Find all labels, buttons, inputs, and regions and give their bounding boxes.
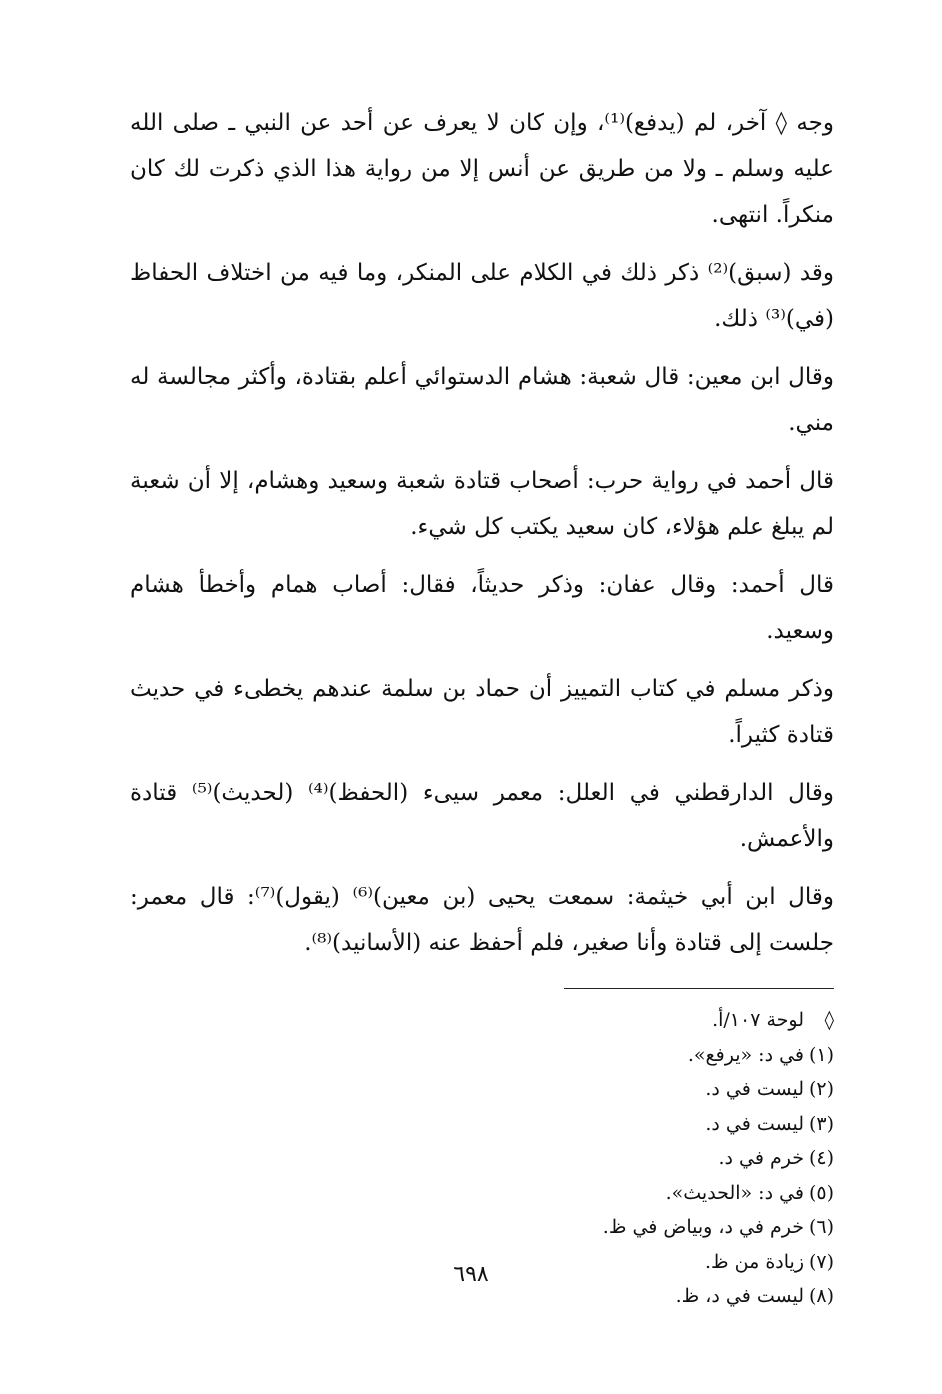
footnote-marker: (٥) [808,1181,834,1204]
footnote-text: خرم في د. [718,1147,804,1169]
footnote-marker: (٦) [808,1216,834,1238]
footnote-marker: (٢) [808,1078,834,1100]
footnote-text: ليست في د. [705,1112,804,1135]
footnote-marker: (٧) [808,1250,834,1273]
footnote-marker: (٤) [808,1147,834,1169]
footnote-text: لوحة ١٠٧/أ. [712,1009,804,1031]
paragraph-6: وذكر مسلم في كتاب التمييز أن حماد بن سلمة عندهم يخطىء في حديث قتادة كثيراً. [130,676,834,748]
footnote-text: ليست في د، ظ. [675,1285,804,1307]
paragraph-5: قال أحمد: وقال عفان: وذكر حديثاً، فقال: أصاب همام وأخطأ هشام وسعيد. [130,572,834,644]
footnote-marker: (٣) [808,1112,834,1135]
footnote-divider [564,988,834,989]
footnote-item [130,1107,834,1142]
footnote-marker: (٨) [808,1285,834,1307]
paragraph-3: وقال ابن معين: قال شعبة: هشام الدستوائي أعلم بقتادة، وأكثر مجالسة له مني. [130,364,834,436]
footnote-text: في د: «الحديث». [665,1181,804,1204]
footnote-marker: ◊ [824,1009,834,1031]
paragraph-8: وقال ابن أبي خيثمة: سمعت يحيى (بن معين)⁽⁶⁾ (يقول)⁽⁷⁾: قال معمر: جلست إلى قتادة وأنا صغير، فلم أحفظ عنه (الأسانيد)⁽⁸⁾. [130,884,835,956]
footnote-text: خرم في د، وبياض في ظ. [602,1216,804,1238]
footnote-text: ليست في د. [705,1078,804,1100]
footnote-text: زيادة من ظ. [705,1250,804,1273]
footnote-item [130,1176,834,1211]
footnote-marker: (١) [808,1043,834,1066]
footnote-item [130,1210,834,1245]
paragraph-7: وقال الدارقطني في العلل: معمر سيىء (الحفظ)⁽⁴⁾ (لحديث)⁽⁵⁾ قتادة والأعمش. [130,780,834,852]
main-text [130,100,834,966]
footnote-item [130,1038,834,1073]
page-number: ٦٩٨ [453,1262,489,1287]
paragraph-4: قال أحمد في رواية حرب: أصحاب قتادة شعبة وسعيد وهشام، إلا أن شعبة لم يبلغ علم هؤلاء، كان سعيد يكتب كل شيء. [130,468,834,540]
footnote-item [130,1003,834,1038]
footnote-item [130,1072,834,1107]
paragraph-2: وقد (سبق)⁽²⁾ ذكر ذلك في الكلام على المنكر، وما فيه من اختلاف الحفاظ (في)⁽³⁾ ذلك. [130,260,835,332]
paragraph-1: وجه ◊ آخر، لم (يدفع)⁽¹⁾، وإن كان لا يعرف عن أحد عن النبي ـ صلى الله عليه وسلم ـ ولا من طريق عن أنس إلا من رواية هذا الذي ذكرت لك كان منكراً. انتهى. [130,110,834,228]
footnote-item [130,1141,834,1176]
footnote-text: في د: «يرفع». [687,1043,804,1066]
